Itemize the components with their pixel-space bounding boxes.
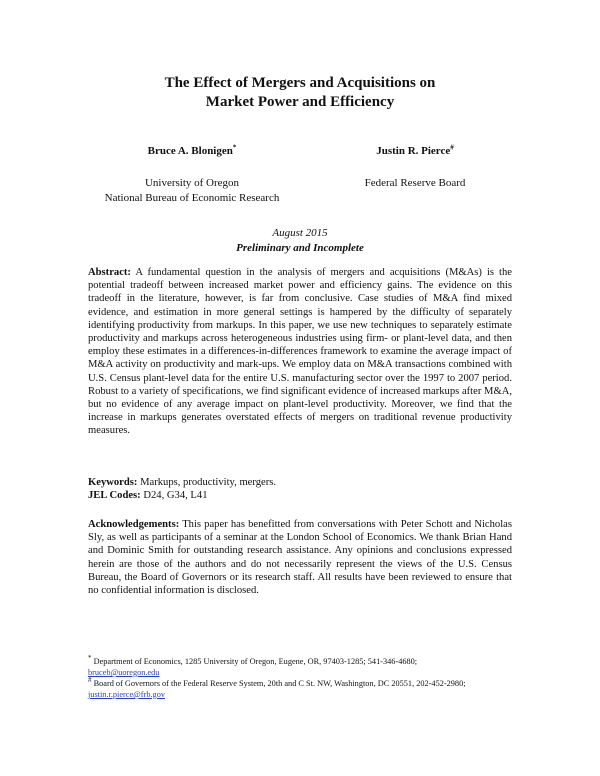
footnotes [88,656,512,700]
footnote-2: # Board of Governors of the Federal Reserve System, 20th and C St. NW, Washington, DC 20551, 202-452-2980; justin.r.pierce@frb.gov [88,676,466,699]
author-1 [102,144,282,206]
abstract-text: A fundamental question in the analysis of mergers and acquisitions (M&As) is the potential tradeoff between increased market power and efficiency gains. The evidence on this tradeoff in the literature, however, is far from conclusive. Case studies of M&A find mixed evidence, and estimation in more general settings is hampered by the difficulty of separately identifying productivity from markups. In this paper, we use new techniques to separately estimate productivity and markups across heterogeneous industries using firm- or plant-level data, and then employ these estimates in a differences-in-differences framework to examine the average impact of M&A activity on productivity and mark-ups. We employ data on M&A transactions combined with U.S. Census plant-level data for the entire U.S. manufacturing sector over the 1997 to 2007 period. Robust to a variety of specifications, we find significant evidence of increased markups after M&A, but no evidence of any average impact on plant-level productivity. Moreover, we find that the increase in markups generates overstated effects of mergers on traditional revenue productivity measures. [88,267,512,437]
title-line-2: Market Power and Efficiency [205,94,395,110]
author-2 [340,144,490,191]
keywords: Keywords: Markups, productivity, mergers. [88,477,277,488]
jel-codes: JEL Codes: D24, G34, L41 [88,490,208,502]
footnote-2-email-link[interactable]: justin.r.pierce@frb.gov [88,690,165,699]
title-line-1: The Effect of Mergers and Acquisitions on [164,75,436,91]
keywords-block [88,476,512,502]
acknowledgements-label: Acknowledgements: [88,519,180,530]
jel-codes-text: D24, G34, L41 [143,490,208,502]
paper-status: Preliminary and Incomplete [236,242,364,254]
author-1-affiliation: University of Oregon National Bureau of Economic Research [104,177,280,204]
acknowledgements-text: This paper has benefitted from conversations with Peter Schott and Nicholas Sly, as well as participants of a seminar at the London School of Economics. We thank Brian Hand and Dominic Smith for outstanding research assistance. Any opinions and conclusions expressed herein are those of the authors and do not necessarily represent the views of the U.S. Census Bureau, the Board of Governors or its research staff. All results have been reviewed to ensure that no confidential information is disclosed. [88,519,512,597]
paper-title [0,74,600,112]
paper-date: August 2015 [272,227,328,239]
author-2-affiliation: Federal Reserve Board [364,177,466,189]
footnote-1: * Department of Economics, 1285 University of Oregon, Eugene, OR, 97403-1285; 541-346-4680; bruceb@uoregon.edu [88,654,418,677]
footnote-1-email-link[interactable]: bruceb@uoregon.edu [88,668,160,677]
abstract-label: Abstract: [88,267,131,278]
date-block [0,226,600,256]
author-2-name: Justin R. Pierce# [376,143,454,157]
acknowledgements [88,518,512,597]
abstract [88,266,512,438]
keywords-text: Markups, productivity, mergers. [140,477,277,488]
author-1-name: Bruce A. Blonigen* [147,143,237,157]
